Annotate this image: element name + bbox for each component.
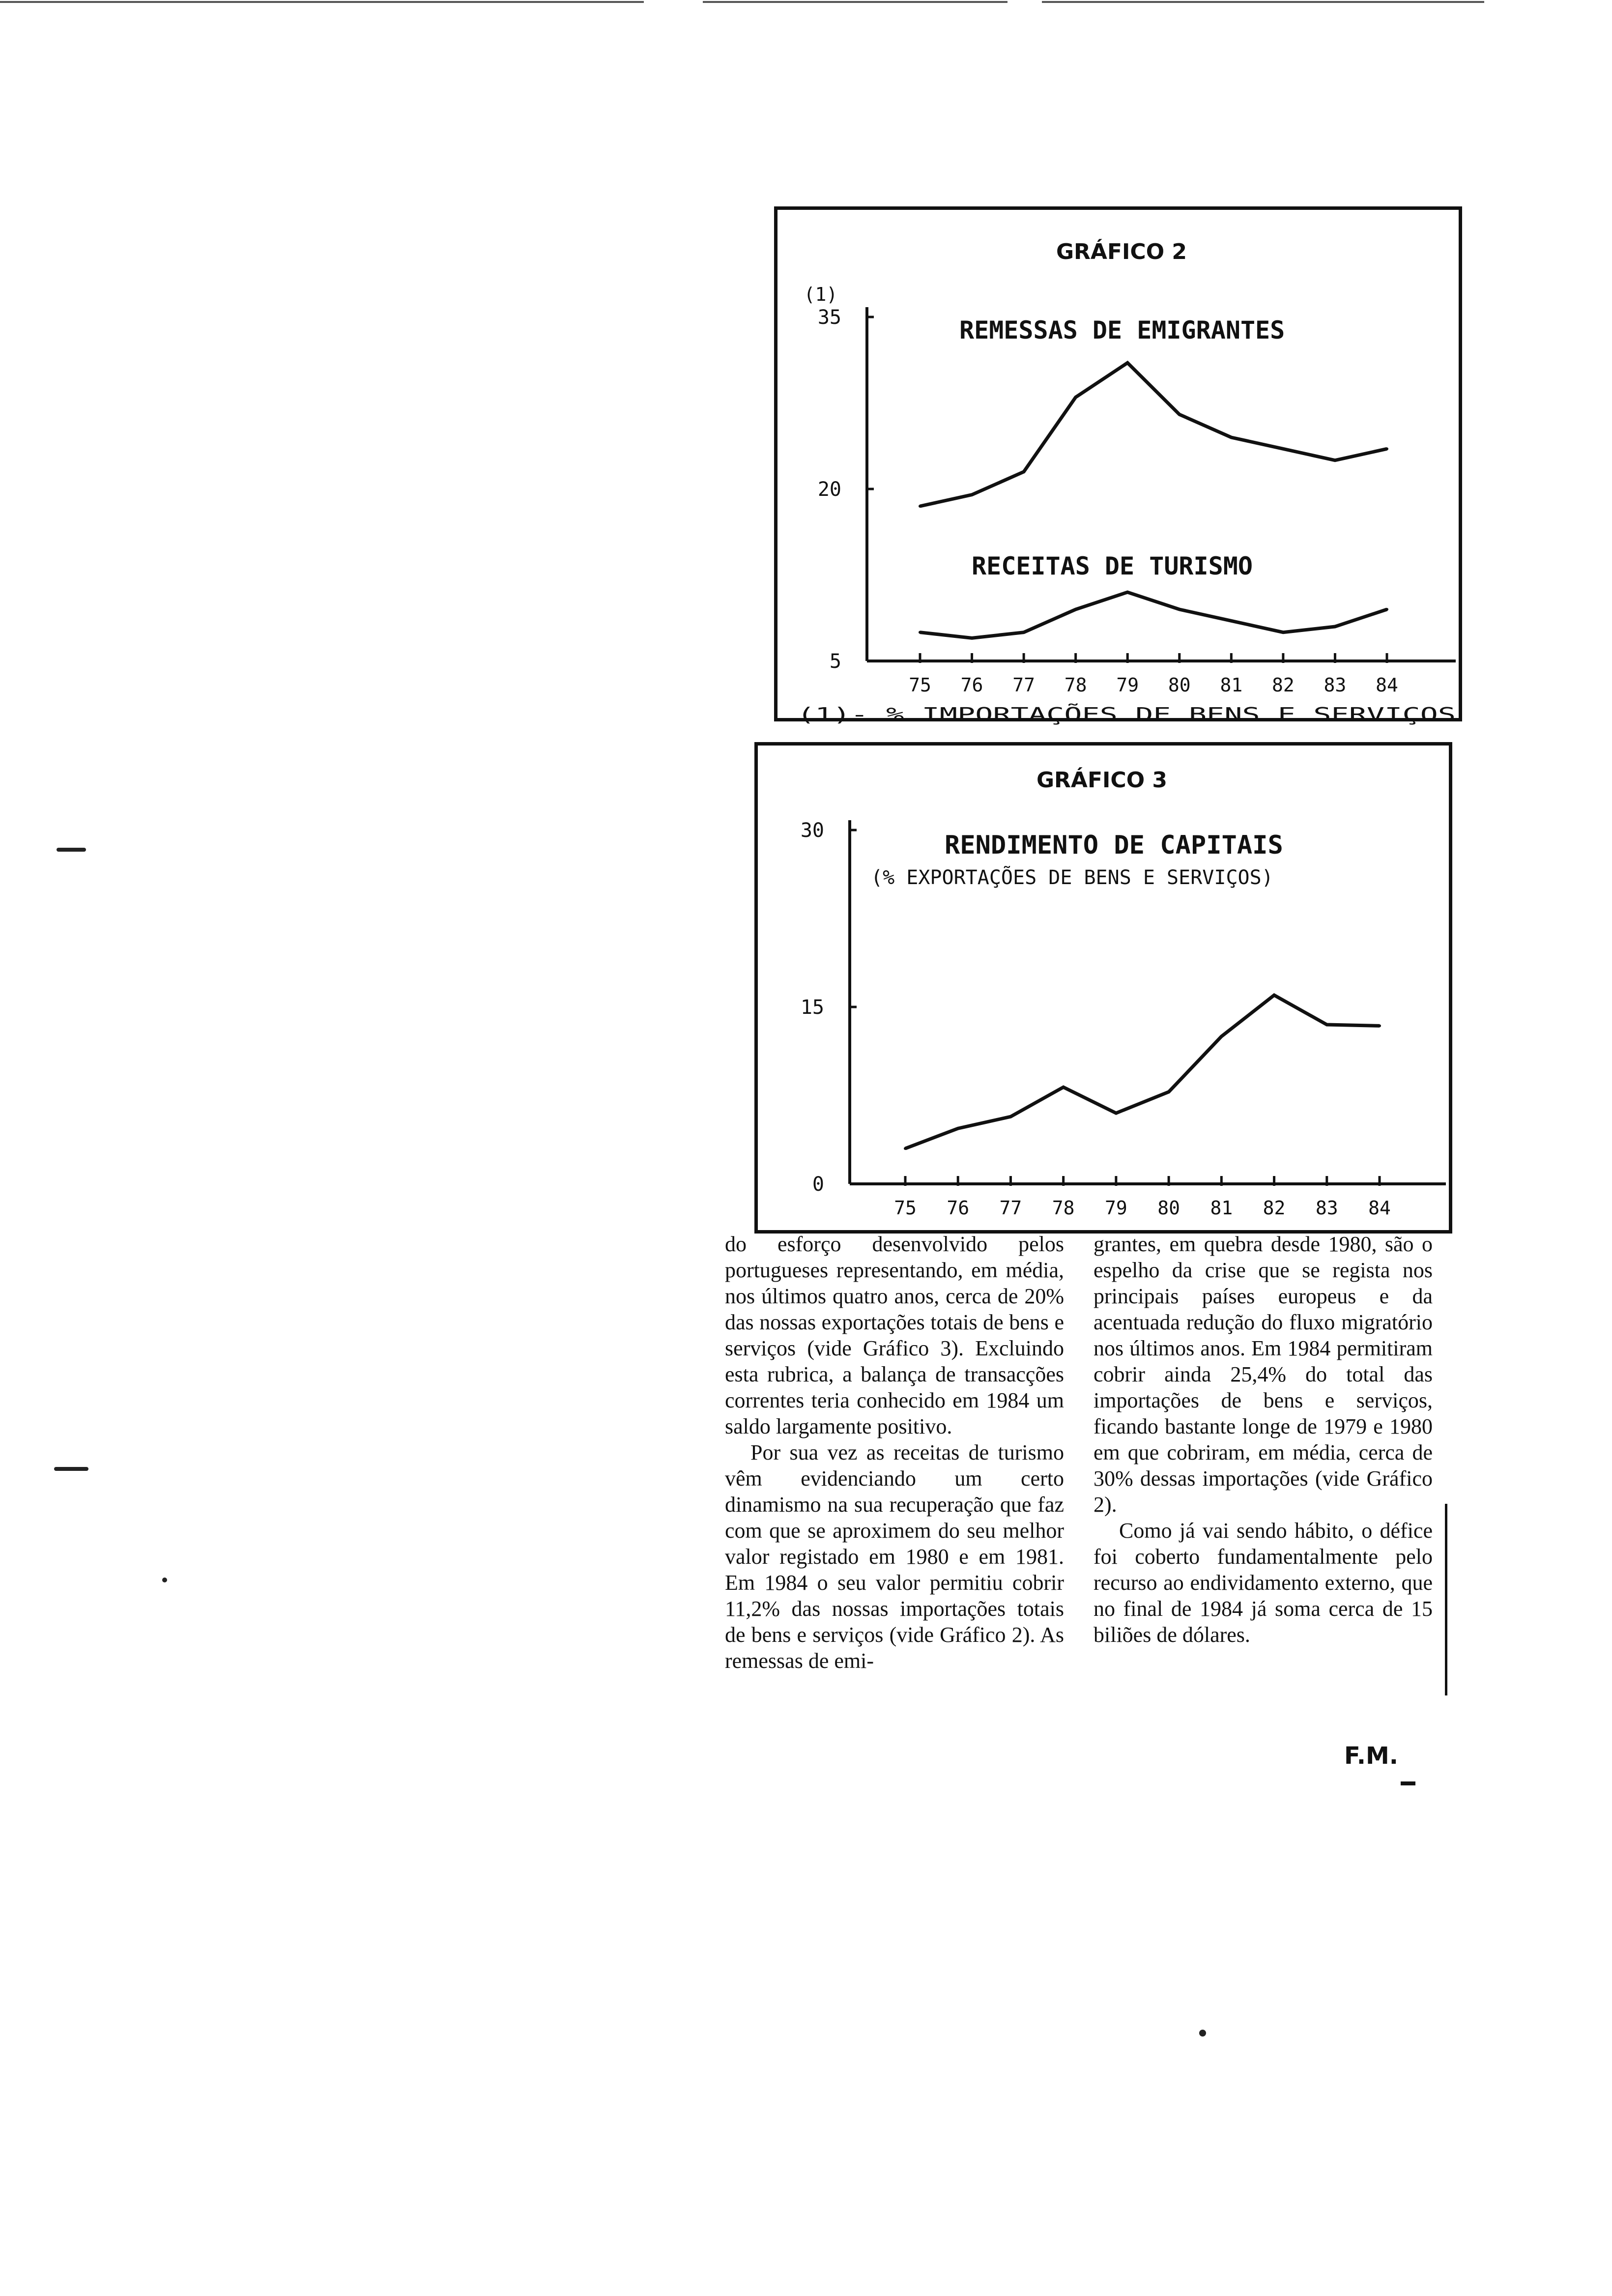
article-paragraph: grantes, em quebra desde 1980, são o espelho da crise que se regista nos principais países europeus e da acentuada redução do fluxo migratório nos últimos anos. Em 1984 permitiram cobrir ainda 25,4% do total das importações de bens e serviços, ficando bastante longe de 1979 e 1980 em que cobriram, em média, cerca de 30% dessas importações (vide Gráfico 2). bbox=[1094, 1232, 1433, 1517]
data-point bbox=[1378, 1024, 1381, 1027]
chart-title: GRÁFICO 3 bbox=[1036, 768, 1168, 793]
data-point bbox=[919, 505, 921, 508]
scan-speck bbox=[1199, 2030, 1206, 2037]
data-point bbox=[1325, 1023, 1328, 1026]
data-point bbox=[1074, 608, 1077, 611]
data-point bbox=[1230, 436, 1233, 439]
x-tick-label: 79 bbox=[1105, 1197, 1127, 1219]
data-point bbox=[1230, 619, 1233, 622]
x-tick-label: 78 bbox=[1064, 674, 1087, 696]
x-tick-label: 80 bbox=[1157, 1197, 1180, 1219]
x-tick-label: 84 bbox=[1368, 1197, 1391, 1219]
signature: F.M. bbox=[1344, 1742, 1398, 1770]
article-paragraph: Por sua vez as receitas de turismo vêm evidenciando um certo dinamismo na sua recuperação que faz com que se aproximem do seu melhor valor registado em 1980 e em 1981. Em 1984 o seu valor permitiu cobrir 11,2% das nossas importações totais de bens e serviços (vide Gráfico 2). As remessas de emi- bbox=[725, 1440, 1064, 1673]
data-point bbox=[1022, 631, 1025, 634]
y-tick-label: 35 bbox=[817, 306, 841, 329]
series-line-1 bbox=[905, 995, 1380, 1148]
article-column-1 bbox=[725, 1231, 1064, 1674]
data-point bbox=[971, 636, 974, 639]
data-point bbox=[1178, 608, 1181, 611]
x-tick-label: 84 bbox=[1376, 674, 1398, 696]
grafico-3-chart bbox=[754, 742, 1452, 1234]
data-point bbox=[1074, 396, 1077, 399]
end-mark bbox=[1401, 1781, 1415, 1785]
data-point bbox=[904, 1147, 907, 1150]
data-point bbox=[1126, 361, 1129, 364]
series-line-1 bbox=[920, 363, 1387, 506]
x-tick-label: 81 bbox=[1220, 674, 1243, 696]
x-tick-label: 76 bbox=[960, 674, 983, 696]
y-tick-label: 30 bbox=[800, 819, 824, 842]
x-tick-label: 83 bbox=[1315, 1197, 1338, 1219]
scan-speck bbox=[162, 1578, 167, 1582]
top-rule-right bbox=[1042, 1, 1484, 3]
x-tick-label: 76 bbox=[947, 1197, 970, 1219]
article-paragraph: do esforço desenvolvido pelos portugueses representando, em média, nos últimos quatro anos, cerca de 20% das nossas exportações totais de bens e serviços (vide Gráfico 3). Excluindo esta rubrica, a balança de transacções correntes teria conhecido em 1984 um saldo largamente positivo. bbox=[725, 1232, 1064, 1438]
grafico-3-plot bbox=[758, 746, 1456, 1237]
scan-speck bbox=[54, 1467, 88, 1471]
x-tick-label: 80 bbox=[1168, 674, 1191, 696]
data-point bbox=[1062, 1086, 1065, 1089]
data-point bbox=[1333, 625, 1336, 628]
footnote: (1)- % IMPORTAÇÕES DE BENS E SERVIÇOS bbox=[797, 704, 1456, 725]
data-point bbox=[971, 493, 974, 496]
y-tick-label: 15 bbox=[800, 996, 824, 1019]
data-point bbox=[1333, 459, 1336, 462]
series-line-2 bbox=[920, 592, 1387, 638]
x-tick-label: 82 bbox=[1263, 1197, 1286, 1219]
x-tick-label: 79 bbox=[1116, 674, 1139, 696]
x-tick-label: 78 bbox=[1052, 1197, 1075, 1219]
series-title: RENDIMENTO DE CAPITAIS bbox=[945, 831, 1283, 860]
series-label-remessas: REMESSAS DE EMIGRANTES bbox=[959, 316, 1285, 344]
grafico-2-plot bbox=[777, 210, 1466, 725]
data-point bbox=[1167, 1091, 1170, 1093]
unit-note: (1) bbox=[804, 284, 838, 305]
scan-speck bbox=[57, 848, 86, 852]
data-point bbox=[1385, 608, 1388, 611]
chart-title: GRÁFICO 2 bbox=[1056, 239, 1187, 264]
data-point bbox=[1115, 1112, 1118, 1115]
data-point bbox=[1273, 994, 1276, 997]
data-point bbox=[1282, 631, 1285, 634]
y-tick-label: 5 bbox=[829, 650, 841, 673]
data-point bbox=[1022, 470, 1025, 473]
article-column-2 bbox=[1094, 1231, 1433, 1648]
x-tick-label: 77 bbox=[1012, 674, 1035, 696]
x-tick-label: 81 bbox=[1210, 1197, 1233, 1219]
top-rule-left bbox=[0, 1, 644, 3]
data-point bbox=[956, 1127, 959, 1130]
data-point bbox=[1220, 1035, 1223, 1038]
data-point bbox=[1385, 447, 1388, 450]
data-point bbox=[919, 631, 921, 634]
y-tick-label: 20 bbox=[817, 478, 841, 501]
series-label-turismo: RECEITAS DE TURISMO bbox=[972, 552, 1253, 580]
data-point bbox=[1009, 1115, 1012, 1118]
data-point bbox=[1178, 413, 1181, 416]
column-rule bbox=[1445, 1504, 1447, 1695]
article-paragraph: Como já vai sendo hábito, o défice foi coberto fundamentalmente pelo recurso ao endividamento externo, que no final de 1984 já soma cerca de 15 biliões de dólares. bbox=[1094, 1519, 1433, 1647]
data-point bbox=[1126, 591, 1129, 594]
x-tick-label: 83 bbox=[1324, 674, 1347, 696]
x-tick-label: 75 bbox=[894, 1197, 917, 1219]
x-tick-label: 82 bbox=[1272, 674, 1295, 696]
x-tick-label: 77 bbox=[999, 1197, 1022, 1219]
series-subtitle: (% EXPORTAÇÕES DE BENS E SERVIÇOS) bbox=[871, 866, 1273, 889]
data-point bbox=[1282, 447, 1285, 450]
grafico-2-chart bbox=[774, 206, 1462, 725]
x-tick-label: 75 bbox=[909, 674, 931, 696]
top-rule-middle bbox=[703, 1, 1008, 3]
y-tick-label: 0 bbox=[812, 1173, 824, 1196]
